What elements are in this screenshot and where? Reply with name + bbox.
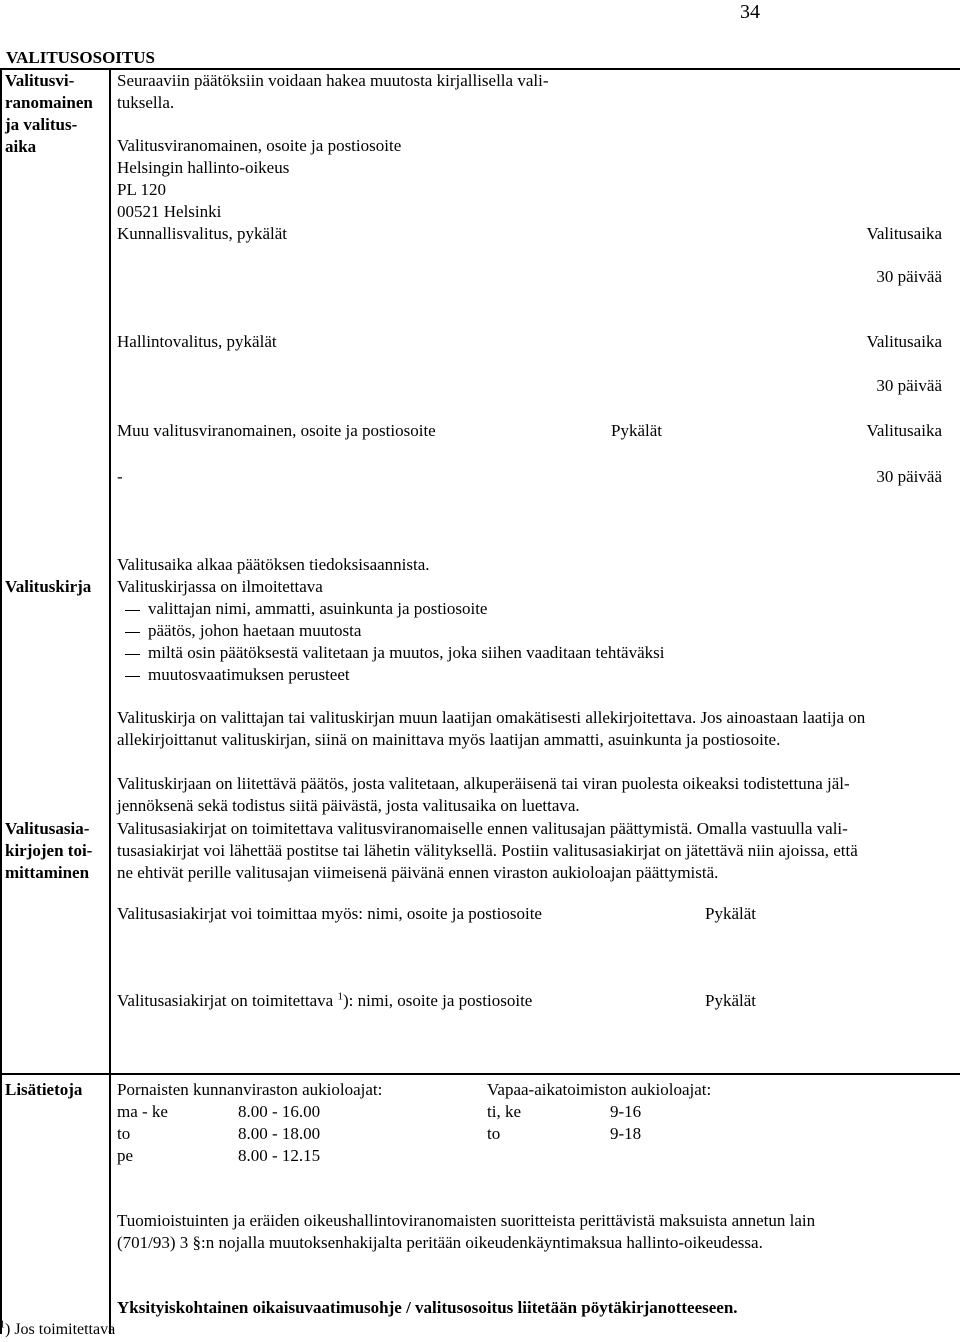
- list-item: muutosvaatimuksen perusteet: [125, 664, 664, 686]
- hours-row: [487, 1101, 711, 1123]
- hours-day: pe: [117, 1146, 134, 1165]
- valitusaika-start-note: Valitusaika alkaa päätöksen tiedoksisaannista.: [117, 555, 430, 574]
- intro-text: [117, 70, 548, 114]
- label-line: mittaminen: [5, 863, 90, 882]
- page-title: VALITUSOSOITUS: [6, 48, 155, 67]
- intro-line: Seuraaviin päätöksiin voidaan hakea muutosta kirjallisella vali-: [117, 71, 549, 90]
- section-label-valituskirja: Valituskirja: [5, 577, 92, 596]
- footnote: [0, 1319, 115, 1341]
- signing-line: Valituskirja on valittajan tai valituskirjan muun laatijan omakätisesti allekirjoitettava. Jos ainoastaan laatija on: [117, 708, 866, 727]
- pykalat-label-1: Pykälät: [611, 421, 662, 440]
- office-hours-heading: Pornaisten kunnanviraston aukioloajat:: [117, 1080, 383, 1099]
- hours-time: 8.00 - 16.00: [238, 1102, 321, 1121]
- valitusaika-label-2: Valitusaika: [866, 332, 942, 351]
- hours-row: [117, 1123, 382, 1145]
- hallintovalitus-label: Hallintovalitus, pykälät: [117, 332, 277, 351]
- toimittaminen-text: [117, 818, 858, 884]
- list-item: päätös, johon haetaan muutosta: [125, 620, 664, 642]
- attachment-line: Valituskirjaan on liitettävä päätös, josta valitetaan, alkuperäisenä tai viran puolesta oikeaksi todistettuna jäl-: [117, 774, 850, 793]
- delivered-text-end: ): nimi, osoite ja postiosoite: [342, 991, 533, 1010]
- attachment-line: jennöksenä sekä todistus siitä päivästä, josta valitusaika on luettava.: [117, 796, 580, 815]
- valitusaika-label-1: Valitusaika: [866, 224, 942, 243]
- delivered-text: Valitusasiakirjat on toimitettava: [117, 991, 338, 1010]
- page-number: 34: [740, 1, 760, 23]
- authority-block: [117, 135, 401, 245]
- section-label-lisatietoja: Lisätietoja: [5, 1080, 83, 1099]
- column-divider-line: [109, 68, 111, 1334]
- signing-line: allekirjoittanut valituskirjan, siinä on mainittava myös laatijan ammatti, asuinkunta ja postiosoite.: [117, 730, 781, 749]
- authority-heading: Valitusviranomainen, osoite ja postiosoite: [117, 136, 402, 155]
- fee-line: Tuomioistuinten ja eräiden oikeushallintoviranomaisten suoritteista perittävistä maksuista annetun lain: [117, 1211, 816, 1230]
- pykalat-label-2: Pykälät: [705, 904, 756, 923]
- valitusaika-label-3: Valitusaika: [866, 421, 942, 440]
- fee-line: (701/93) 3 §:n nojalla muutoksenhakijalta peritään oikeudenkäyntimaksua hallinto-oikeudessa.: [117, 1233, 763, 1252]
- hours-row: [117, 1101, 382, 1123]
- lisatietoja-top-line: [0, 1073, 960, 1075]
- leisure-hours-heading: Vapaa-aikatoimiston aukioloajat:: [487, 1080, 712, 1099]
- hours-day: ti, ke: [487, 1102, 521, 1121]
- attachment-text: [117, 773, 850, 817]
- section-label-toimittaminen: [5, 818, 92, 884]
- toimittaminen-line: ne ehtivät perille valitusajan viimeisenä päivänä ennen viraston aukioloajan päättymistä.: [117, 863, 719, 882]
- hours-row: [117, 1145, 382, 1167]
- pykalat-label-3: Pykälät: [705, 991, 756, 1010]
- frame-left-line: [0, 68, 2, 1334]
- days-value-2: 30 päivää: [876, 376, 942, 395]
- intro-line: tuksella.: [117, 93, 175, 112]
- label-line: ja valitus-: [5, 115, 78, 134]
- label-line: Valitusvi-: [5, 71, 75, 90]
- days-value-1: 30 päivää: [876, 267, 942, 286]
- hours-time: 8.00 - 12.15: [238, 1146, 321, 1165]
- toimittaminen-line: Valitusasiakirjat on toimitettava valitusviranomaiselle ennen valitusajan päättymistä. Omalla vastuulla vali-: [117, 819, 848, 838]
- muu-value: -: [117, 467, 123, 486]
- office-hours: [117, 1079, 382, 1167]
- fee-text: [117, 1210, 815, 1254]
- section-label-valitusviranomainen: [5, 70, 93, 158]
- kunnallisvalitus-label: Kunnallisvalitus, pykälät: [117, 224, 287, 243]
- label-line: kirjojen toi-: [5, 841, 93, 860]
- hours-day: ma - ke: [117, 1102, 168, 1121]
- toimittaminen-line: tusasiakirjat voi lähettää postitse tai lähetin välityksellä. Postiin valitusasiakirjat on jätettävä niin ajoissa, että: [117, 841, 858, 860]
- hours-time: 8.00 - 18.00: [238, 1124, 321, 1143]
- hours-time: 9-16: [610, 1102, 642, 1121]
- list-item: valittajan nimi, ammatti, asuinkunta ja postiosoite: [125, 598, 664, 620]
- authority-name: Helsingin hallinto-oikeus: [117, 158, 290, 177]
- authority-city: 00521 Helsinki: [117, 202, 222, 221]
- label-line: ranomainen: [5, 93, 93, 112]
- valituskirja-list: [125, 598, 664, 686]
- footnote-ref: 1: [337, 990, 343, 1003]
- hours-day: to: [117, 1124, 131, 1143]
- hours-row: [487, 1123, 711, 1145]
- footnote-text: ) Jos toimitettava: [5, 1321, 116, 1338]
- muu-viranomainen-label: Muu valitusviranomainen, osoite ja postiosoite: [117, 421, 436, 440]
- signing-text: [117, 707, 865, 751]
- label-line: aika: [5, 137, 37, 156]
- hours-day: to: [487, 1124, 501, 1143]
- leisure-hours: [487, 1079, 711, 1145]
- delivered-label: [117, 990, 532, 1012]
- label-line: Valitusasia-: [5, 819, 90, 838]
- guide-note: Yksityiskohtainen oikaisuvaatimusohje / valitusosoitus liitetään pöytäkirjanotteeseen.: [117, 1298, 738, 1317]
- also-deliver-label: Valitusasiakirjat voi toimittaa myös: nimi, osoite ja postiosoite: [117, 904, 542, 923]
- days-value-3: 30 päivää: [876, 467, 942, 486]
- footnote-number: 1: [0, 1319, 5, 1331]
- authority-box: PL 120: [117, 180, 166, 199]
- hours-time: 9-18: [610, 1124, 642, 1143]
- list-item: miltä osin päätöksestä valitetaan ja muutos, joka siihen vaaditaan tehtäväksi: [125, 642, 664, 664]
- valituskirja-heading: Valituskirjassa on ilmoitettava: [117, 577, 323, 596]
